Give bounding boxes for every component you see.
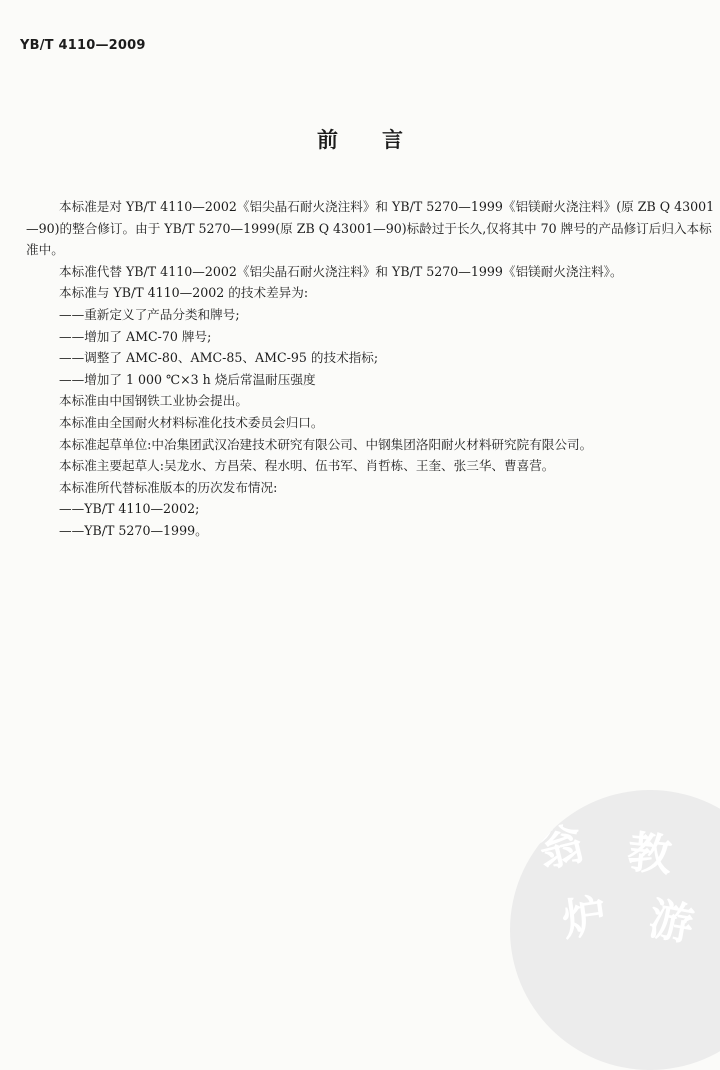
list-item-difference: ——增加了 AMC-70 牌号;: [59, 328, 212, 344]
page-title-part-1: 前: [317, 128, 338, 152]
list-item-difference: ——增加了 1 000 ℃×3 h 烧后常温耐压强度: [59, 371, 316, 387]
paragraph-drafters: 本标准主要起草人:吴龙水、方昌荣、程水明、伍书军、肖哲栋、王奎、张三华、曹喜营。: [59, 458, 555, 474]
seal-glyph: 炉: [559, 890, 610, 947]
foreword-body: [26, 196, 718, 542]
list-item-history: ——YB/T 5270—1999。: [59, 522, 208, 538]
paragraph-differences-intro: 本标准与 YB/T 4110—2002 的技术差异为:: [59, 285, 309, 301]
paragraph-revision-note: 本标准是对 YB/T 4110—2002《铝尖晶石耐火浇注料》和 YB/T 5270—1999《铝镁耐火浇注料》(原 ZB Q 43001—90)的整合修订。由于 YB/T 5270—1999(原 ZB Q 43001—90)标龄过于长久,仅将其中 70 牌号的产品修订后归入本标准中。: [26, 199, 715, 258]
paragraph-replaces: 本标准代替 YB/T 4110—2002《铝尖晶石耐火浇注料》和 YB/T 5270—1999《铝镁耐火浇注料》。: [59, 263, 623, 279]
seal-glyph: 教: [624, 826, 675, 883]
seal-glyph: 游: [645, 893, 698, 952]
page-title-part-2: 言: [382, 128, 403, 152]
list-item-difference: ——重新定义了产品分类和牌号;: [59, 306, 240, 322]
list-item-difference: ——调整了 AMC-80、AMC-85、AMC-95 的技术指标;: [59, 350, 379, 366]
paragraph-proposed-by: 本标准由中国钢铁工业协会提出。: [59, 393, 248, 409]
paragraph-administered-by: 本标准由全国耐火材料标准化技术委员会归口。: [59, 414, 324, 430]
paragraph-history-intro: 本标准所代替标准版本的历次发布情况:: [59, 479, 278, 495]
list-item-history: ——YB/T 4110—2002;: [59, 501, 200, 517]
paragraph-drafting-units: 本标准起草单位:中冶集团武汉冶建技术研究有限公司、中钢集团洛阳耐火材料研究院有限公司。: [59, 436, 593, 452]
page-title: [0, 124, 720, 154]
document-code: YB/T 4110—2009: [20, 38, 146, 53]
seal-glyph: 翁: [533, 818, 589, 879]
watermark-seal: [510, 790, 720, 1070]
